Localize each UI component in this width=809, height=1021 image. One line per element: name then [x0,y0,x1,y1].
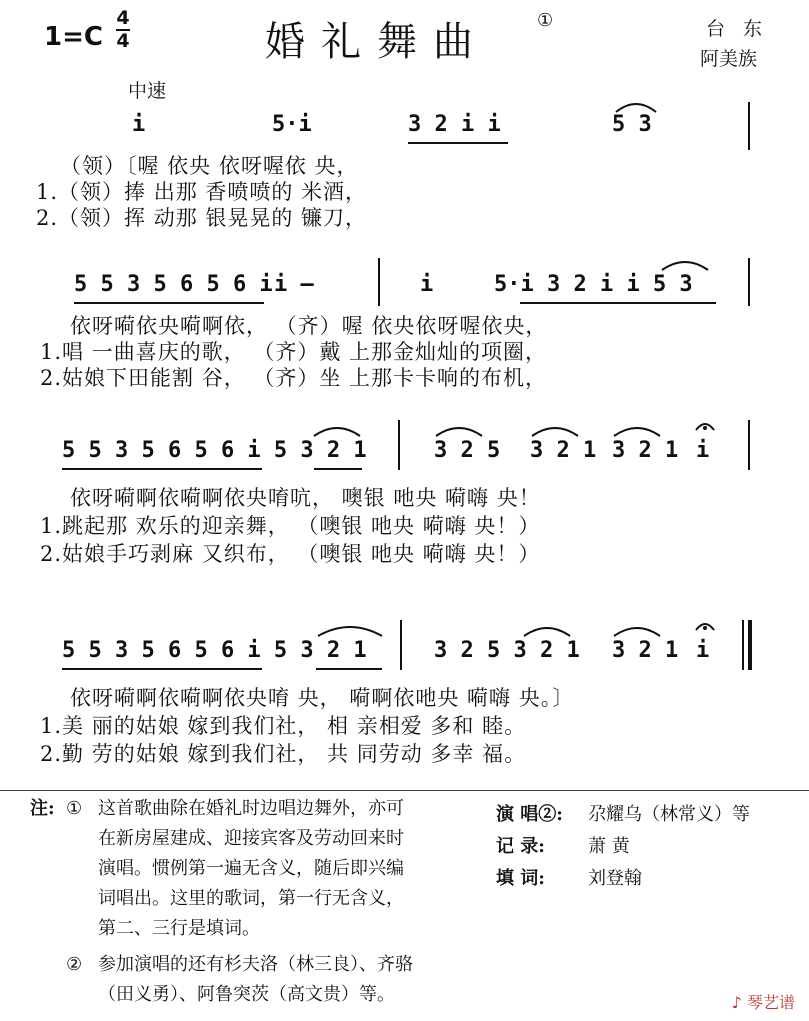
note-group: 3 2 1 [612,438,679,463]
lyric-line-1: 依呀嗬啊依嗬啊依央唷 央， 嗬啊依吔央 嗬嗨 央。〕 [70,686,575,710]
note-group: i – [274,272,314,297]
watermark-text: 琴艺谱 [746,993,795,1012]
note-group: 5 5 3 5 6 5 6 i 5 3 2 1 [62,638,367,663]
recorder-name: 萧 黄 [588,836,630,857]
barline [400,620,402,670]
notes-label: 注: [30,798,55,819]
note-group: i [696,638,710,663]
barline [378,258,380,306]
final-barline-thick [748,620,752,670]
lyric-line-2: 1.（领）捧 出那 香喷喷的 米酒， [36,180,368,204]
recorder-label: 记 录: [496,836,545,857]
lyric-line-1: 依呀嗬依央嗬啊依， （齐）喔 依央依呀喔依央， [70,314,548,338]
fermata-mark [694,418,716,432]
slur-mark [530,424,580,438]
slur-mark [660,258,710,272]
note-group: 3 2 5 [434,438,501,463]
lyric-line-3: 2.姑娘下田能割 谷， （齐）坐 上那卡卡响的布机， [40,366,548,390]
note-group: 3 2 5 3 2 1 [434,638,580,663]
lyric-line-3: 2.勤 劳的姑娘 嫁到我们社， 共 同劳动 多幸 福。 [40,742,527,766]
barline [748,102,750,150]
music-note-icon: ♪ [731,993,742,1012]
note-group: 5 5 3 5 6 5 6 i 5 3 2 1 [62,438,367,463]
title-footnote-mark: ① [537,10,554,31]
note-1-line: 第二、三行是填词。 [98,918,260,939]
ethnic-group-label: 阿美族 [700,48,758,70]
key-signature: 1=C [44,22,103,52]
lyric-line-3: 2.姑娘手巧剥麻 又织布， （噢银 吔央 嗬嗨 央！） [40,542,541,566]
lyric-line-2: 1.跳起那 欢乐的迎亲舞， （噢银 吔央 嗬嗨 央！） [40,514,541,538]
beam-underline [74,302,264,304]
lyric-line-1: 依呀嗬啊依嗬啊依央唷吭， 噢银 吔央 嗬嗨 央！ [70,486,541,510]
note-group: 5·i [272,112,312,137]
lyric-line-1: （领）〔喔 依央 依呀喔依 央， [60,154,359,178]
note-1-mark: ① [66,798,83,819]
watermark-logo [732,990,795,1013]
note-group: i [696,438,710,463]
tempo-marking: 中速 [128,80,167,102]
note-group: 3 2 1 [612,638,679,663]
fermata-mark [694,618,716,632]
slur-mark [614,100,658,114]
lyricist-label: 填 词: [496,868,545,889]
note-group: 3 2 i i [408,112,501,137]
note-1-line: 这首歌曲除在婚礼时边唱边舞外，亦可 [98,798,404,819]
meter-top: 4 [116,7,130,29]
note-group: 3 2 1 [530,438,597,463]
barline [748,420,750,470]
singer-label: 演 唱②: [496,804,563,825]
beam-underline [62,468,262,470]
note-group: i [132,112,146,137]
section-divider [0,790,809,791]
final-barline-thin [742,620,744,670]
barline [748,258,750,306]
beam-underline [62,668,262,670]
time-signature [116,8,130,52]
note-2-line: （田义勇）、阿鲁突茨（高文贵）等。 [98,984,395,1005]
lyric-line-2: 1.唱 一曲喜庆的歌， （齐）戴 上那金灿灿的项圈， [40,340,548,364]
slur-mark [312,424,362,438]
slur-mark [316,624,384,638]
note-group: 5 5 3 5 6 5 6 i [74,272,273,297]
note-2-line: 参加演唱的还有杉夫洛（林三良）、齐骆 [98,954,413,975]
note-1-line: 词唱出。这里的歌词，第一行无含义， [98,888,404,909]
note-2-mark: ② [66,954,83,975]
beam-underline [316,668,382,670]
slur-mark [434,424,484,438]
beam-underline [520,302,716,304]
note-group: 5·i 3 2 i i 5 3 [494,272,693,297]
barline [398,420,400,470]
singer-name: 尕耀乌（林常义）等 [588,804,750,825]
note-1-line: 在新房屋建成、迎接宾客及劳动回来时 [98,828,404,849]
slur-mark [612,424,662,438]
note-group: i [420,272,434,297]
lyricist-name: 刘登翰 [588,868,642,889]
lyric-line-3: 2.（领）挥 动那 银晃晃的 镰刀， [36,206,368,230]
slur-mark [522,624,572,638]
slur-mark [612,624,662,638]
note-1-line: 演唱。惯例第一遍无含义，随后即兴编 [98,858,404,879]
song-title: 婚礼舞曲 [265,19,489,65]
region-label: 台东 [706,18,781,40]
beam-underline [408,142,508,144]
lyric-line-2: 1.美 丽的姑娘 嫁到我们社， 相 亲相爱 多和 睦。 [40,714,527,738]
beam-underline [314,468,362,470]
note-group: 5 3 [612,112,652,137]
meter-bottom: 4 [116,30,130,52]
